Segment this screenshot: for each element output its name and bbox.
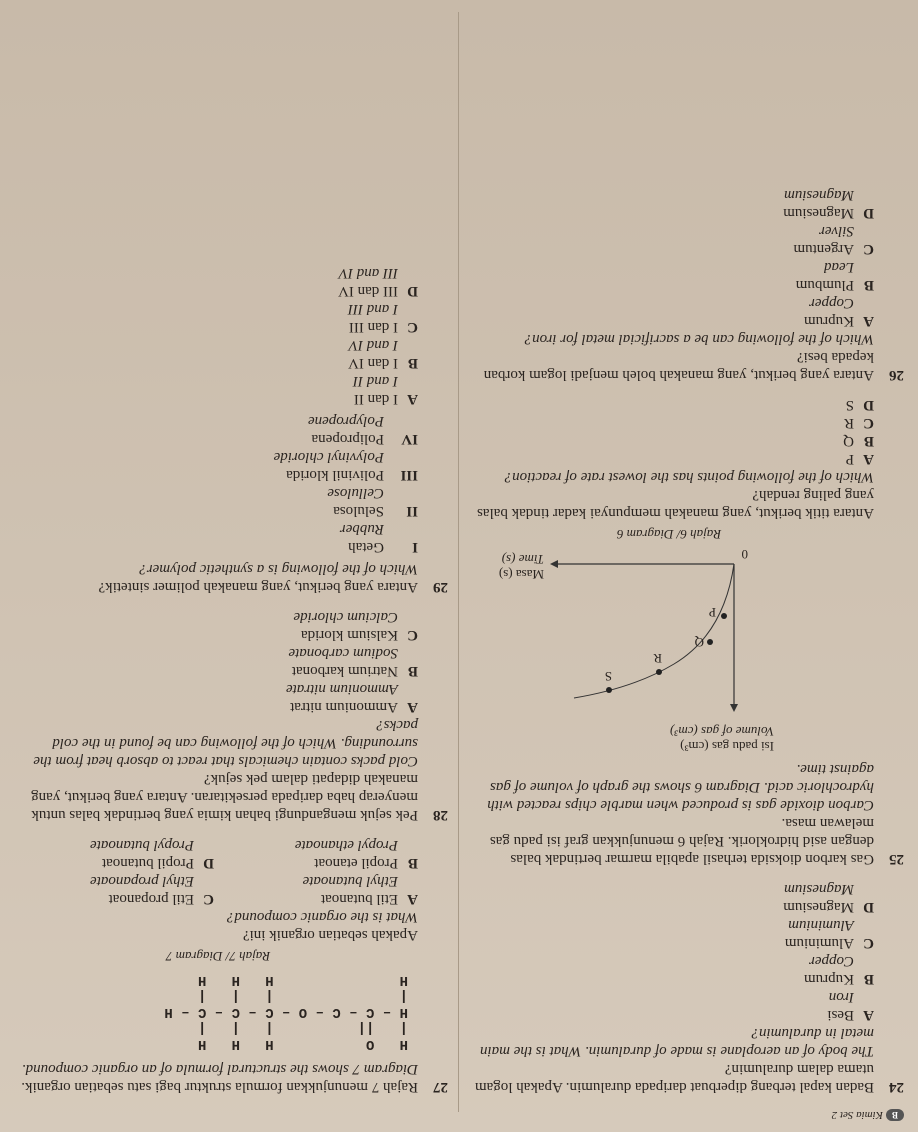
option-text-ms: Etil propanoat: [108, 891, 194, 907]
option-letter: A: [407, 891, 418, 907]
label-q: Q: [694, 635, 704, 650]
option-text-en: Sodium carbonate: [288, 645, 398, 661]
option-c[interactable]: [18, 300, 418, 336]
option-c[interactable]: [464, 414, 874, 432]
x-axis-arrow: [550, 560, 558, 568]
curve: [574, 564, 734, 698]
option-text-en: Iron: [828, 989, 854, 1005]
option-text: R: [843, 415, 854, 431]
option-text-en: Polypropene: [307, 413, 384, 429]
option-text: P: [845, 451, 854, 467]
question-27: [18, 836, 448, 1096]
option-d[interactable]: [464, 880, 874, 916]
option-letter: I: [412, 539, 418, 555]
question-number: 28: [433, 807, 448, 823]
label-s: S: [604, 669, 612, 684]
point-s: [606, 687, 612, 693]
option-text-en: Aluminium: [788, 917, 854, 933]
option-text-ms: I dan II: [353, 391, 398, 407]
options: [464, 880, 874, 1024]
option-text-ms: Plumbum: [795, 277, 854, 293]
option-a[interactable]: [464, 450, 874, 468]
options: [464, 186, 874, 330]
option-text-en: Rubber: [339, 521, 384, 537]
page-header: [832, 1108, 904, 1122]
question-24: [464, 880, 904, 1096]
option-text-ms: Ammonium nitrat: [290, 699, 398, 715]
option-letter: II: [406, 503, 418, 519]
option-letter: A: [863, 313, 874, 329]
option-letter: A: [407, 699, 418, 715]
option-text-en: Ethyl propanoate: [89, 873, 194, 889]
option-text-ms: Getah: [348, 539, 384, 555]
option-text-ms: I dan IV: [348, 355, 398, 371]
left-column: [464, 186, 904, 1096]
option-b[interactable]: [18, 644, 418, 680]
question-text-en: Carbon dioxide gas is produced when marble chips reacted with hydrochloric acid. Diagram 6 shows the graph of volume of gas against time.: [487, 761, 874, 813]
option-text-ms: I dan III: [348, 319, 398, 335]
header-title: Kimia Set 2: [831, 1109, 883, 1121]
statement-item: [18, 412, 418, 448]
question-ask-en: What is the organic compound?: [226, 909, 418, 925]
option-letter: A: [863, 451, 874, 467]
option-text-en: Copper: [809, 953, 854, 969]
structural-formula: H O H H H | || | | | H – C – C – O – C – C – C – H | | | | H H H H: [164, 972, 408, 1052]
question-ask-ms: Antara titik berikut, yang manakah mempunyai kadar tindak balas yang paling rendah?: [477, 487, 874, 521]
option-letter: D: [863, 899, 874, 915]
option-b[interactable]: [222, 836, 418, 872]
diagram-caption: Rajah 6/ Diagram 6: [616, 527, 722, 542]
option-a[interactable]: [18, 372, 418, 408]
question-text-ms: Antara yang berikut, yang manakah boleh menjadi logam korban kepada besi?: [483, 349, 874, 383]
option-letter: D: [203, 855, 214, 871]
option-text-en: Calcium chloride: [293, 609, 398, 625]
question-text-en: Diagram 7 shows the structural formula of an organic compound.: [21, 1061, 418, 1077]
statement-item: [18, 484, 418, 520]
option-text-ms: Propil etanoat: [314, 855, 398, 871]
question-number: 26: [889, 367, 904, 383]
x-axis-label: Masa (s) Time (s): [498, 552, 544, 582]
question-29: [18, 264, 448, 596]
option-text-ms: Kalsium klorida: [300, 627, 398, 643]
option-text-ms: Kuprum: [804, 313, 854, 329]
option-text-en: I and III: [348, 301, 398, 317]
option-a[interactable]: [18, 680, 418, 716]
option-text-en: Propyl butanoate: [89, 837, 194, 853]
option-letter: IV: [401, 431, 418, 447]
origin-label: 0: [741, 547, 748, 562]
right-column: [18, 264, 448, 1096]
option-text-en: Cellulose: [327, 485, 384, 501]
statement-item: [18, 448, 418, 484]
option-c[interactable]: [464, 222, 874, 258]
option-text-en: Ethyl butanoate: [302, 873, 398, 889]
question-26: [464, 186, 904, 384]
question-28: [18, 608, 448, 824]
option-text-ms: Magnesium: [783, 899, 854, 915]
statement-list: [18, 412, 418, 556]
options: [18, 608, 418, 716]
option-letter: D: [407, 283, 418, 299]
question-ask-ms: Apakah sebatian organik ini?: [242, 927, 418, 943]
option-c[interactable]: [18, 608, 418, 644]
option-text-en: I and IV: [348, 337, 398, 353]
option-letter: B: [407, 355, 418, 371]
question-text-en: Cold packs contain chemicals that react to absorb heat from the surrounding. Which of the following can be found in the cold packs?: [33, 717, 418, 769]
option-text-en: Polyvinyl chloride: [273, 449, 384, 465]
option-text: S: [845, 397, 854, 413]
question-text-en: Which of the following can be a sacrificial metal for iron?: [524, 331, 874, 347]
option-text: Q: [843, 433, 854, 449]
question-number: 24: [889, 1079, 904, 1095]
option-letter: C: [863, 935, 874, 951]
point-p: [721, 613, 727, 619]
set-badge: B: [886, 1109, 904, 1121]
option-letter: B: [863, 277, 874, 293]
option-text-en: Lead: [824, 259, 854, 275]
option-b[interactable]: [464, 952, 874, 988]
option-d[interactable]: [464, 186, 874, 222]
option-text-en: Copper: [809, 295, 854, 311]
options: [18, 264, 418, 408]
option-text-ms: Magnesium: [783, 205, 854, 221]
option-text-ms: Selulosa: [333, 503, 384, 519]
option-text-ms: Polipropena: [311, 431, 384, 447]
statement-item: [18, 520, 418, 556]
option-letter: B: [863, 971, 874, 987]
question-number: 29: [433, 579, 448, 595]
question-text-ms: Rajah 7 menunjukkan formula struktur bagi satu sebatian organik.: [21, 1079, 418, 1095]
option-letter: C: [407, 319, 418, 335]
option-b[interactable]: [18, 336, 418, 372]
option-text-ms: Argentum: [793, 241, 854, 257]
option-letter: B: [863, 433, 874, 449]
question-number: 27: [433, 1079, 448, 1095]
label-r: R: [653, 651, 662, 666]
question-text-ms: Gas karbon dioksida terhasil apabila marmar bertindak balas dengan asid hidroklorik. Rajah 6 menunjukkan graf isi padu gas melawan masa.: [489, 815, 874, 867]
point-q: [707, 639, 713, 645]
option-letter: C: [407, 627, 418, 643]
option-text-en: III and IV: [338, 265, 398, 281]
question-25: [464, 396, 904, 868]
option-text-ms: Polivinil klorida: [286, 467, 384, 483]
question-text-ms: Antara yang berikut, yang manakah polimer sintetik?: [98, 579, 418, 595]
option-b[interactable]: [464, 258, 874, 294]
option-c[interactable]: [18, 872, 214, 908]
option-text-en: Propyl ethanoate: [294, 837, 398, 853]
option-letter: A: [863, 1007, 874, 1023]
option-a[interactable]: [222, 872, 418, 908]
option-text-en: Magnesium: [784, 881, 854, 897]
option-letter: C: [203, 891, 214, 907]
y-axis-arrow: [730, 704, 738, 712]
option-letter: A: [407, 391, 418, 407]
option-a[interactable]: [464, 294, 874, 330]
option-text-ms: III dan IV: [338, 283, 398, 299]
option-text-ms: Aluminium: [784, 935, 854, 951]
question-number: 25: [889, 851, 904, 867]
option-text-ms: Natrium karbonat: [291, 663, 398, 679]
option-letter: C: [863, 415, 874, 431]
options: [464, 396, 874, 468]
option-letter: C: [863, 241, 874, 257]
option-text-en: I and II: [353, 373, 398, 389]
option-text-en: Magnesium: [784, 187, 854, 203]
option-text-ms: Besi: [827, 1007, 854, 1023]
option-text-ms: Kuprum: [804, 971, 854, 987]
question-text-ms: Badan kapal terbang diperbuat daripada duralumin. Apakah logam utama dalam duralumin?: [474, 1061, 874, 1095]
option-d[interactable]: [18, 836, 214, 872]
diagram-caption: Rajah 7/ Diagram 7: [165, 949, 271, 964]
option-d[interactable]: [18, 264, 418, 300]
option-c[interactable]: [464, 916, 874, 952]
question-ask-en: Which of the following points has the lowest rate of reaction?: [504, 469, 874, 485]
option-a[interactable]: [464, 988, 874, 1024]
option-text-en: Silver: [819, 223, 854, 239]
option-letter: D: [863, 397, 874, 413]
question-text-ms: Pek sejuk mengandungi bahan kimia yang bertindak balas untuk menyerap haba daripada persekitaran. Antara yang berikut, yang manakah didapati dalam pek sejuk?: [31, 771, 418, 823]
option-letter: III: [400, 467, 418, 483]
option-d[interactable]: [464, 396, 874, 414]
option-text-en: Ammonium nitrate: [285, 681, 398, 697]
options: [18, 836, 418, 908]
column-divider: [458, 12, 459, 1112]
question-text-en: The body of an aeroplane is made of duralumin. What is the main metal in duralumin?: [480, 1025, 874, 1059]
y-axis-label: Isi padu gas (cm³) Volume of gas (cm³): [670, 724, 774, 754]
option-letter: D: [863, 205, 874, 221]
option-text-ms: Propil butanoat: [101, 855, 194, 871]
option-letter: B: [407, 663, 418, 679]
question-text-en: Which of the following is a synthetic polymer?: [139, 561, 418, 577]
point-r: [656, 669, 662, 675]
option-b[interactable]: [464, 432, 874, 450]
diagram-6-graph: [464, 544, 874, 754]
option-letter: B: [407, 855, 418, 871]
label-p: P: [708, 605, 716, 620]
option-text-ms: Etil butanoat: [320, 891, 398, 907]
